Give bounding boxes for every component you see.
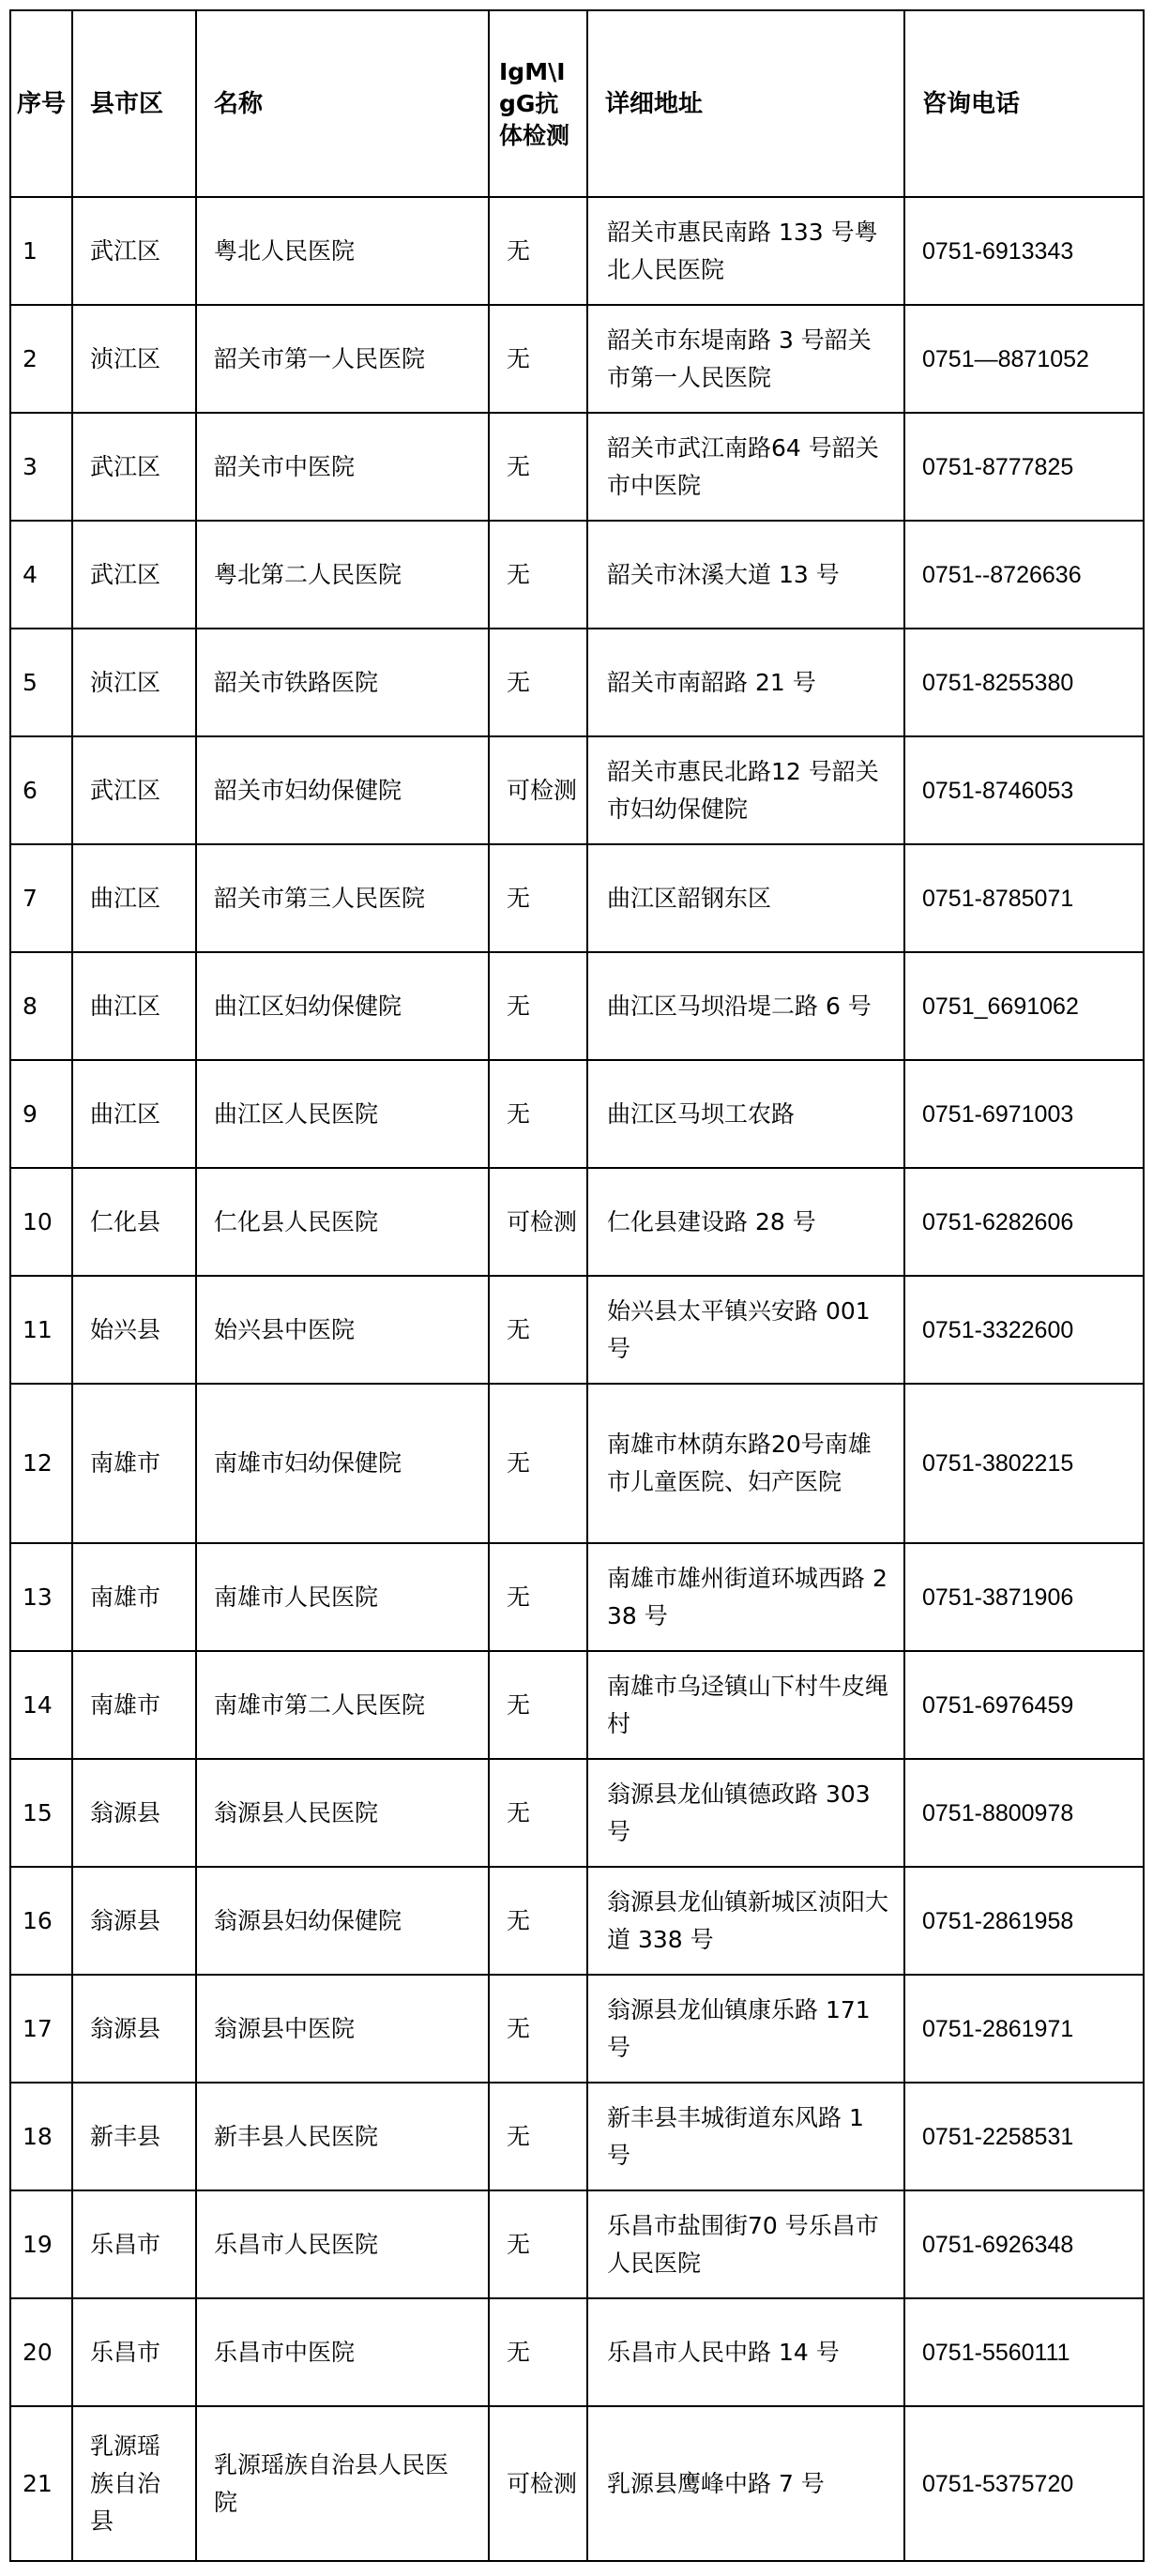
row-district: 曲江区 xyxy=(72,1060,196,1168)
row-antibody-test: 无 xyxy=(489,1384,587,1543)
table-row xyxy=(10,1651,1144,1759)
row-antibody-test: 无 xyxy=(489,305,587,413)
row-address: 南雄市雄州街道环城西路 238 号 xyxy=(587,1543,904,1651)
row-district: 武江区 xyxy=(72,736,196,844)
row-index: 2 xyxy=(10,305,72,413)
table-row xyxy=(10,1543,1144,1651)
header-address: 详细地址 xyxy=(587,10,904,197)
row-district: 浈江区 xyxy=(72,629,196,736)
row-index: 21 xyxy=(10,2406,72,2561)
row-address: 乳源县鹰峰中路 7 号 xyxy=(587,2406,904,2561)
row-hospital-name: 仁化县人民医院 xyxy=(196,1168,489,1276)
row-address: 乐昌市人民中路 14 号 xyxy=(587,2298,904,2406)
row-phone: 0751-2258531 xyxy=(904,2083,1144,2190)
row-district: 翁源县 xyxy=(72,1759,196,1867)
row-antibody-test: 可检测 xyxy=(489,2406,587,2561)
row-antibody-test: 无 xyxy=(489,1060,587,1168)
row-hospital-name: 新丰县人民医院 xyxy=(196,2083,489,2190)
row-antibody-test: 无 xyxy=(489,2083,587,2190)
row-index: 16 xyxy=(10,1867,72,1975)
table-row xyxy=(10,1276,1144,1384)
row-index: 1 xyxy=(10,197,72,305)
row-district: 浈江区 xyxy=(72,305,196,413)
row-district: 始兴县 xyxy=(72,1276,196,1384)
hospital-table xyxy=(9,9,1145,2562)
row-hospital-name: 曲江区妇幼保健院 xyxy=(196,952,489,1060)
table-row xyxy=(10,1975,1144,2083)
row-hospital-name: 翁源县中医院 xyxy=(196,1975,489,2083)
row-antibody-test: 无 xyxy=(489,521,587,629)
row-phone: 0751-2861958 xyxy=(904,1867,1144,1975)
row-district: 乐昌市 xyxy=(72,2190,196,2298)
row-address: 南雄市林荫东路20号南雄市儿童医院、妇产医院 xyxy=(587,1384,904,1543)
table-row xyxy=(10,736,1144,844)
row-index: 8 xyxy=(10,952,72,1060)
row-hospital-name: 乐昌市人民医院 xyxy=(196,2190,489,2298)
row-index: 11 xyxy=(10,1276,72,1384)
row-index: 18 xyxy=(10,2083,72,2190)
row-address: 始兴县太平镇兴安路 001 号 xyxy=(587,1276,904,1384)
row-antibody-test: 无 xyxy=(489,629,587,736)
row-antibody-test: 可检测 xyxy=(489,736,587,844)
row-phone: 0751-3871906 xyxy=(904,1543,1144,1651)
row-address: 韶关市武江南路64 号韶关市中医院 xyxy=(587,413,904,521)
row-address: 曲江区马坝工农路 xyxy=(587,1060,904,1168)
row-phone: 0751-8746053 xyxy=(904,736,1144,844)
row-address: 曲江区马坝沿堤二路 6 号 xyxy=(587,952,904,1060)
row-phone: 0751-6971003 xyxy=(904,1060,1144,1168)
row-antibody-test: 无 xyxy=(489,1975,587,2083)
hospital-table-container xyxy=(9,9,1145,2562)
table-row xyxy=(10,1867,1144,1975)
table-row xyxy=(10,413,1144,521)
row-antibody-test: 无 xyxy=(489,1867,587,1975)
table-row xyxy=(10,2083,1144,2190)
row-index: 13 xyxy=(10,1543,72,1651)
row-address: 韶关市惠民北路12 号韶关市妇幼保健院 xyxy=(587,736,904,844)
table-row xyxy=(10,1384,1144,1543)
row-phone: 0751-5560111 xyxy=(904,2298,1144,2406)
row-index: 7 xyxy=(10,844,72,952)
table-body xyxy=(10,197,1144,2561)
row-antibody-test: 无 xyxy=(489,1651,587,1759)
table-row xyxy=(10,1168,1144,1276)
table-row xyxy=(10,1759,1144,1867)
row-phone: 0751--8726636 xyxy=(904,521,1144,629)
row-address: 南雄市乌迳镇山下村牛皮绳村 xyxy=(587,1651,904,1759)
row-antibody-test: 无 xyxy=(489,1543,587,1651)
row-district: 南雄市 xyxy=(72,1543,196,1651)
row-district: 仁化县 xyxy=(72,1168,196,1276)
row-hospital-name: 南雄市第二人民医院 xyxy=(196,1651,489,1759)
row-hospital-name: 乐昌市中医院 xyxy=(196,2298,489,2406)
table-row xyxy=(10,2406,1144,2561)
row-phone: 0751-3322600 xyxy=(904,1276,1144,1384)
header-phone: 咨询电话 xyxy=(904,10,1144,197)
header-district: 县市区 xyxy=(72,10,196,197)
row-hospital-name: 韶关市铁路医院 xyxy=(196,629,489,736)
header-name: 名称 xyxy=(196,10,489,197)
row-address: 乐昌市盐围街70 号乐昌市人民医院 xyxy=(587,2190,904,2298)
row-address: 韶关市东堤南路 3 号韶关市第一人民医院 xyxy=(587,305,904,413)
row-index: 20 xyxy=(10,2298,72,2406)
row-hospital-name: 韶关市中医院 xyxy=(196,413,489,521)
header-antibody-test: IgM\IgG抗体检测 xyxy=(489,10,587,197)
header-row xyxy=(10,10,1144,197)
row-phone: 0751-8255380 xyxy=(904,629,1144,736)
row-antibody-test: 无 xyxy=(489,2190,587,2298)
row-district: 乐昌市 xyxy=(72,2298,196,2406)
row-address: 曲江区韶钢东区 xyxy=(587,844,904,952)
table-row xyxy=(10,952,1144,1060)
row-antibody-test: 无 xyxy=(489,1276,587,1384)
table-row xyxy=(10,1060,1144,1168)
row-district: 曲江区 xyxy=(72,844,196,952)
row-phone: 0751-5375720 xyxy=(904,2406,1144,2561)
row-index: 5 xyxy=(10,629,72,736)
row-phone: 0751-6976459 xyxy=(904,1651,1144,1759)
row-hospital-name: 翁源县人民医院 xyxy=(196,1759,489,1867)
row-address: 新丰县丰城街道东风路 1 号 xyxy=(587,2083,904,2190)
row-index: 17 xyxy=(10,1975,72,2083)
row-phone: 0751-6282606 xyxy=(904,1168,1144,1276)
row-address: 韶关市沐溪大道 13 号 xyxy=(587,521,904,629)
row-district: 南雄市 xyxy=(72,1384,196,1543)
row-district: 南雄市 xyxy=(72,1651,196,1759)
row-hospital-name: 南雄市人民医院 xyxy=(196,1543,489,1651)
row-hospital-name: 曲江区人民医院 xyxy=(196,1060,489,1168)
table-row xyxy=(10,2190,1144,2298)
header-index: 序号 xyxy=(10,10,72,197)
row-index: 10 xyxy=(10,1168,72,1276)
row-hospital-name: 粤北第二人民医院 xyxy=(196,521,489,629)
row-phone: 0751-8785071 xyxy=(904,844,1144,952)
row-index: 14 xyxy=(10,1651,72,1759)
row-hospital-name: 乳源瑶族自治县人民医院 xyxy=(196,2406,489,2561)
row-hospital-name: 南雄市妇幼保健院 xyxy=(196,1384,489,1543)
row-district: 乳源瑶族自治县 xyxy=(72,2406,196,2561)
row-address: 韶关市惠民南路 133 号粤北人民医院 xyxy=(587,197,904,305)
row-hospital-name: 韶关市第三人民医院 xyxy=(196,844,489,952)
row-index: 6 xyxy=(10,736,72,844)
table-row xyxy=(10,844,1144,952)
row-hospital-name: 韶关市妇幼保健院 xyxy=(196,736,489,844)
row-index: 15 xyxy=(10,1759,72,1867)
row-address: 仁化县建设路 28 号 xyxy=(587,1168,904,1276)
row-phone: 0751-6913343 xyxy=(904,197,1144,305)
row-index: 12 xyxy=(10,1384,72,1543)
row-phone: 0751—8871052 xyxy=(904,305,1144,413)
row-index: 19 xyxy=(10,2190,72,2298)
row-hospital-name: 始兴县中医院 xyxy=(196,1276,489,1384)
row-address: 翁源县龙仙镇康乐路 171 号 xyxy=(587,1975,904,2083)
table-row xyxy=(10,197,1144,305)
row-hospital-name: 粤北人民医院 xyxy=(196,197,489,305)
row-index: 3 xyxy=(10,413,72,521)
row-index: 4 xyxy=(10,521,72,629)
row-antibody-test: 可检测 xyxy=(489,1168,587,1276)
row-address: 翁源县龙仙镇德政路 303 号 xyxy=(587,1759,904,1867)
row-antibody-test: 无 xyxy=(489,413,587,521)
table-row xyxy=(10,305,1144,413)
row-hospital-name: 韶关市第一人民医院 xyxy=(196,305,489,413)
row-antibody-test: 无 xyxy=(489,197,587,305)
row-phone: 0751-8800978 xyxy=(904,1759,1144,1867)
row-district: 翁源县 xyxy=(72,1975,196,2083)
row-district: 武江区 xyxy=(72,197,196,305)
row-antibody-test: 无 xyxy=(489,952,587,1060)
table-row xyxy=(10,629,1144,736)
row-phone: 0751-8777825 xyxy=(904,413,1144,521)
row-district: 翁源县 xyxy=(72,1867,196,1975)
row-antibody-test: 无 xyxy=(489,2298,587,2406)
row-address: 韶关市南韶路 21 号 xyxy=(587,629,904,736)
row-antibody-test: 无 xyxy=(489,844,587,952)
row-phone: 0751-6926348 xyxy=(904,2190,1144,2298)
row-phone: 0751-3802215 xyxy=(904,1384,1144,1543)
table-row xyxy=(10,521,1144,629)
row-antibody-test: 无 xyxy=(489,1759,587,1867)
row-district: 曲江区 xyxy=(72,952,196,1060)
row-index: 9 xyxy=(10,1060,72,1168)
row-district: 新丰县 xyxy=(72,2083,196,2190)
table-row xyxy=(10,2298,1144,2406)
row-address: 翁源县龙仙镇新城区浈阳大道 338 号 xyxy=(587,1867,904,1975)
row-district: 武江区 xyxy=(72,413,196,521)
row-district: 武江区 xyxy=(72,521,196,629)
row-phone: 0751_6691062 xyxy=(904,952,1144,1060)
row-phone: 0751-2861971 xyxy=(904,1975,1144,2083)
row-hospital-name: 翁源县妇幼保健院 xyxy=(196,1867,489,1975)
